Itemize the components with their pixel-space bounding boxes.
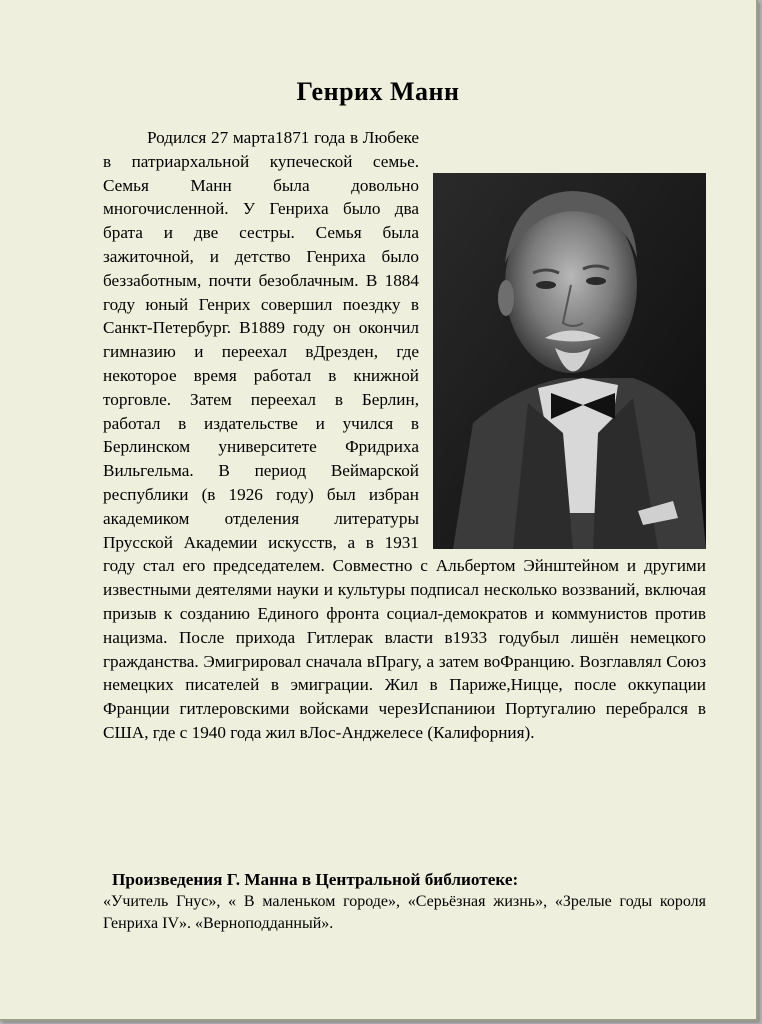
biography-text: Родился 27 марта1871 года в Любеке в патриархальной купеческой семье. Семья Манн была довольно многочисленной. У Генриха было два брата и две сестры. Семья была зажиточной, и детство Генриха было беззаботным, почти безоблачным. В 1884 году юный Генрих совершил поездку в Санкт-Петербург. В1889 году он окончил гимназию и переехал вДрезден, где некоторое время работал в книжной торговле. Затем переехал в Берлин, работал в издательстве и учился в Берлинском университете Фридриха Вильгельма. В период Веймарской республики (в 1926 году) был избран академиком отделения литературы Прусской Академии искусств, а в 1931 году стал его председателем. Совместно с Альбертом Эйнштейном и другими известными деятелями науки и культуры подписал несколько воззваний, включая призыв к созданию Единого фронта социал-демократов и коммунистов против нацизма. После прихода Гитлерак власти в1933 годубыл лишён немецкого гражданства. Эмигрировал сначала вПрагу, а затем воФранцию. Возглавлял Союз немецких писателей в эмиграции. Жил в Париже,Ницце, после оккупации Франции гитлеровскими войсками черезИспаниюи Португалию перебрался в США, где с 1940 года жил вЛос-Анджелесе (Калифорния). (103, 128, 706, 742)
portrait-illustration (433, 173, 706, 549)
page-title: Генрих Манн (296, 77, 460, 106)
works-heading: Произведения Г. Манна в Центральной библиотеке: (112, 870, 519, 889)
biography-section (103, 126, 706, 745)
portrait-photo (433, 173, 706, 549)
works-list: «Учитель Гнус», « В маленьком городе», «Серьёзная жизнь», «Зрелые годы короля Генриха IV». «Верноподданный». (103, 893, 706, 932)
